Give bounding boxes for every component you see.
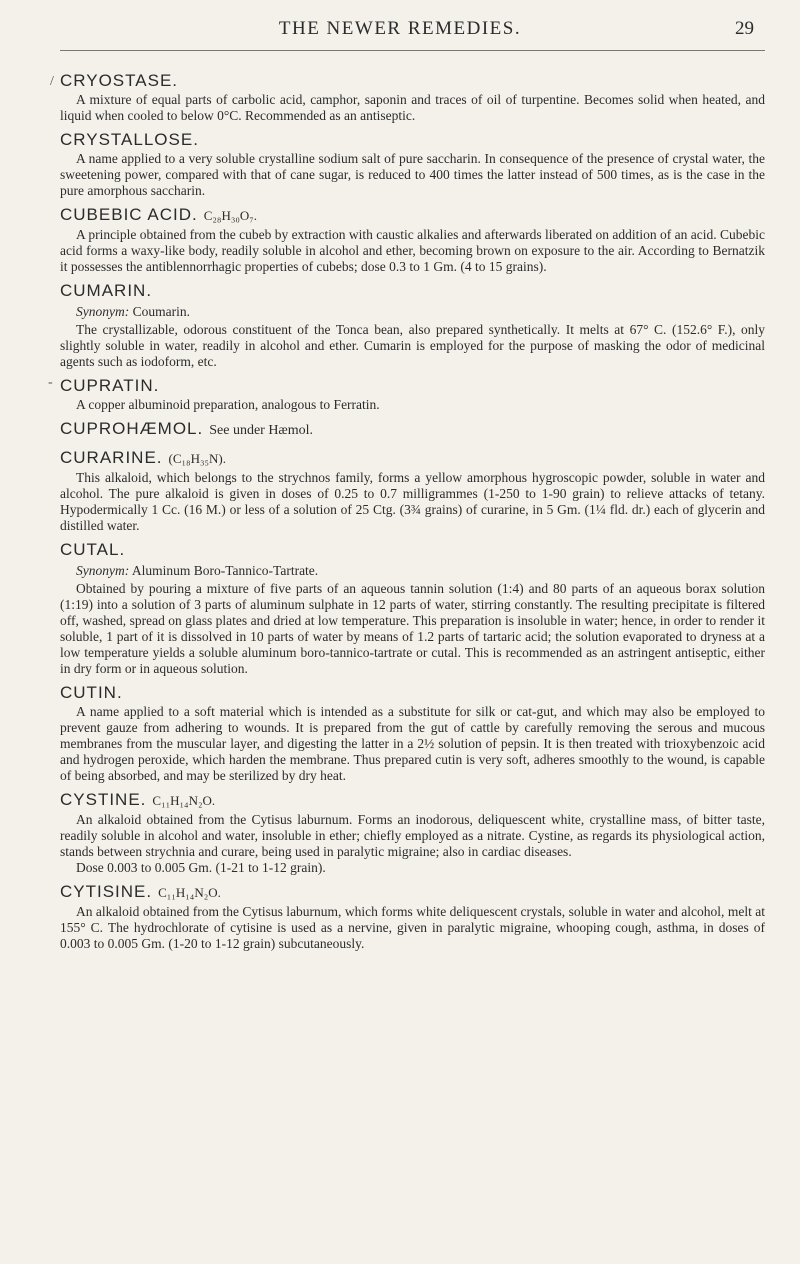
synonym-value: Coumarin.: [132, 304, 190, 319]
entry-title: CUTAL.: [60, 540, 126, 559]
entry-text: This alkaloid, which belongs to the strychnos family, forms a yellow amorphous hygroscopic powder, soluble in water and alcohol. The pure alkaloid is given in doses of 0.25 to 0.7 milligrammes (1-250 to 1-90 grain) to relieve attacks of tetany. Hypodermically 1 Cc. (16 M.) or less of a solution of 25 Ctg. (3¾ grains) of curarine, in 5 Gm. (1¼ fld. dr.) each of glycerin and distilled water.: [60, 470, 765, 533]
entry-cupratin: [48, 375, 765, 413]
entry-title: CURARINE. (C₁₈H₃₅N).: [60, 448, 226, 467]
synonym-line: [60, 303, 765, 320]
entry-text: A principle obtained from the cubeb by extraction with caustic alkalies and afterwards liberated on addition of an acid. Cubebic acid forms a waxy-like body, readily soluble in alcohol and ether, becoming brown on exposure to the air. According to Bernatzik it possesses the antiblennorrhagic properties of cubebs; dose 0.3 to 1 Gm. (4 to 15 grains).: [60, 227, 766, 274]
pencil-tick-mark: /: [50, 74, 54, 89]
entry-cubebic-acid: [60, 204, 765, 275]
entry-cryostase: [50, 70, 765, 124]
entry-text: A copper albuminoid preparation, analogous to Ferratin.: [76, 397, 380, 412]
pencil-dash-mark: -: [48, 375, 53, 390]
synonym-line: [60, 562, 765, 579]
chemical-formula: C₁₁H₁₄N₂O.: [152, 793, 216, 808]
entry-crystallose: [60, 129, 765, 199]
entry-cuprohaemol: [60, 418, 765, 442]
running-head: [0, 12, 800, 42]
entry-text: An alkaloid obtained from the Cytisus laburnum, which forms white deliquescent crystals, soluble in water and alcohol, melt at 155° C. The hydrochlorate of cytisine is used as a nervine, given in paralytic migraine, whooping cough, asthma, in doses of 0.003 to 0.005 Gm. (1-20 to 1-12 grain) subcutaneously.: [60, 904, 765, 951]
page-number: 29: [735, 18, 754, 39]
cross-reference: See under Hæmol.: [209, 423, 314, 438]
entry-title: CUBEBIC ACID. C₂₈H₃₀O₇.: [60, 205, 258, 224]
entry-title: CUPRATIN.: [60, 376, 160, 395]
synonym-value: Aluminum Boro-Tannico-Tartrate.: [131, 563, 319, 578]
entry-text: Obtained by pouring a mixture of five parts of an aqueous tannin solution (1:4) and 80 parts of an aqueous borax solution (1:19) into a solution of 3 parts of aluminum sulphate in 12 parts of water, stirring constantly. The resulting precipitate is filtered off, washed, spread on glass plates and dried at low temperature. This preparation is insoluble in water; hence, in order to render it soluble, 1 part of it is dissolved in 10 parts of water by means of 1.2 parts of tartaric acid; the solution evaporated to dryness at a low temperature yields a soluble aluminum boro-tannico-tartrate or cutal. This is recommended as an astringent antiseptic, either in dry form or in aqueous solution.: [60, 581, 765, 676]
entry-title: CYSTINE. C₁₁H₁₄N₂O.: [60, 790, 216, 809]
entry-title: CUPROHÆMOL. See under Hæmol.: [60, 419, 314, 438]
entry-text: An alkaloid obtained from the Cytisus laburnum. Forms an inodorous, deliquescent white, crystalline mass, of bitter taste, readily soluble in alcohol and water, insoluble in ether; chiefly employed as a nitrate. Cystine, as regards its physiological action, stands between strychnia and curare, being used in paralytic migraine; also in cardiac diseases.: [60, 812, 765, 859]
entry-cutal: [60, 539, 765, 677]
entry-title: CRYOSTASE.: [60, 71, 179, 90]
entry-cutin: [60, 682, 765, 784]
entry-text: A mixture of equal parts of carbolic acid, camphor, saponin and traces of oil of turpentine. Becomes solid when heated, and liquid when cooled to below 0°C. Recommended as an antiseptic.: [60, 92, 765, 123]
entry-cystine: [60, 789, 765, 876]
entry-cumarin: [60, 280, 765, 370]
header-rule: [60, 50, 765, 51]
entry-text: The crystallizable, odorous constituent of the Tonca bean, also prepared synthetically. It melts at 67° C. (152.6° F.), only slightly soluble in water, readily in alcohol and ether. Cumarin is employed for the purpose of masking the odor of medicinal agents such as iodoform, etc.: [60, 322, 765, 369]
entry-text: A name applied to a very soluble crystalline sodium salt of pure saccharin. In consequence of the presence of crystal water, the sweetening power, compared with that of cane sugar, is reduced to 400 times the latter instead of 500 times, as is the case in the pure amorphous saccharin.: [60, 151, 765, 198]
synonym-label: Synonym:: [76, 563, 130, 578]
entries-column: [48, 70, 766, 957]
dose-text: Dose 0.003 to 0.005 Gm. (1-21 to 1-12 grain).: [76, 860, 326, 875]
entry-title: CYTISINE. C₁₁H₁₄N₂O.: [60, 882, 221, 901]
entry-text: A name applied to a soft material which is intended as a substitute for silk or cat-gut, and which may also be employed to prevent gauze from adhering to wounds. It is prepared from the gut of cattle by carefully removing the serous and mucous membranes from the muscular layer, and digesting the latter in a 2½ solution of pepsin. It is then treated with trioxybenzoic acid and hydrogen peroxide, which harden the membrane. Thus prepared cutin is very soft, adheres smoothly to the wound, is capable of being absorbed, and may be sterilized by dry heat.: [60, 704, 765, 783]
entry-title: CUTIN.: [60, 683, 123, 702]
entry-title: CUMARIN.: [60, 281, 153, 300]
entry-title: CRYSTALLOSE.: [60, 130, 199, 149]
synonym-label: Synonym:: [76, 304, 130, 319]
chemical-formula: (C₁₈H₃₅N).: [168, 451, 226, 466]
chemical-formula: C₂₈H₃₀O₇.: [203, 208, 258, 223]
entry-cytisine: [60, 881, 765, 952]
entry-curarine: [60, 447, 765, 534]
running-title: THE NEWER REMEDIES.: [278, 18, 522, 39]
chemical-formula: C₁₁H₁₄N₂O.: [158, 885, 221, 900]
